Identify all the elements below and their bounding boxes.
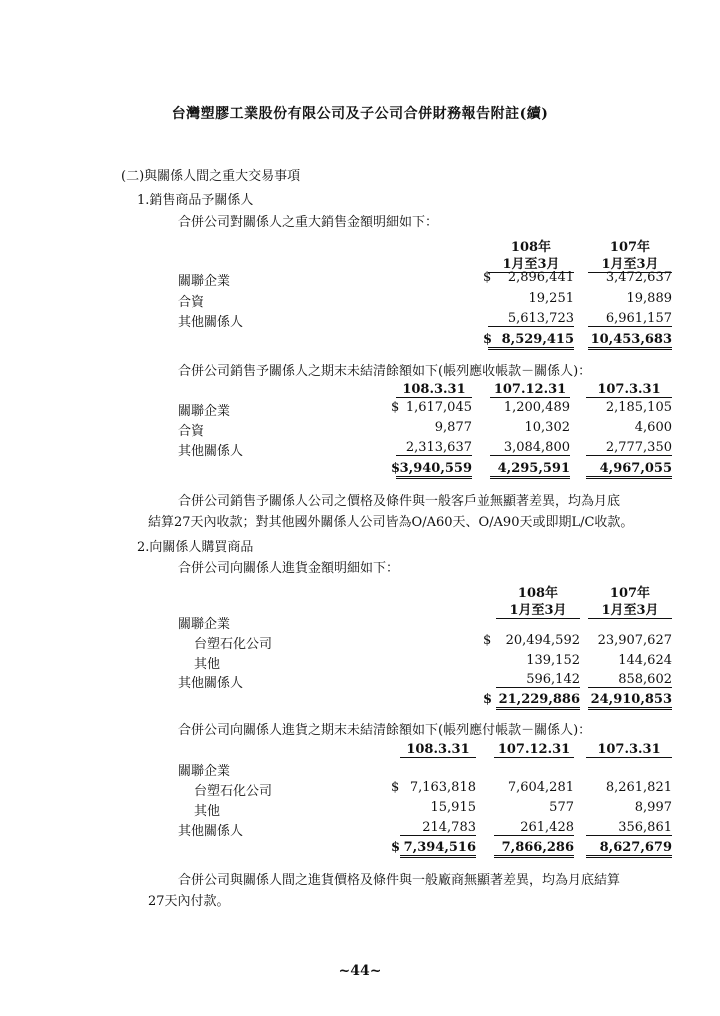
table-row-label: 其他關係人	[178, 315, 244, 330]
total-cell: 4,967,055	[586, 461, 672, 479]
currency-sign: $	[391, 400, 400, 415]
table-cell: 3,472,637	[605, 270, 672, 285]
table-cell: 6,961,157	[588, 311, 672, 327]
sub2-bal-col: 107.3.31	[586, 742, 672, 758]
currency-sign: $	[391, 780, 400, 795]
currency-sign: $	[483, 633, 492, 648]
sub1-intro: 合併公司對關係人之重大銷售金額明細如下：	[178, 215, 439, 230]
table-cell: 2,185,105	[605, 400, 672, 415]
table-cell: 5,613,723	[488, 311, 574, 327]
table-cell: 9,877	[434, 420, 472, 435]
table-row-label: 其他關係人	[178, 824, 244, 839]
sub1-col-period2: 1月至3月	[588, 253, 672, 273]
table-cell: 261,428	[494, 820, 574, 836]
sub2-bal-col: 108.3.31	[400, 742, 476, 758]
table-cell: 8,261,821	[605, 780, 672, 795]
table-cell: 214,783	[400, 820, 476, 836]
table-row-label: 其他	[194, 657, 221, 672]
sub2-bal-col: 107.12.31	[494, 742, 574, 758]
total-cell: 3,940,559	[396, 461, 472, 479]
table-cell: 2,896,441	[507, 270, 574, 285]
table-cell: 2,313,637	[396, 440, 472, 456]
section-heading: (二)與關係人間之重大交易事項	[121, 169, 301, 184]
group-label: 關聯企業	[178, 764, 231, 779]
sub2-col-period2: 1月至3月	[588, 599, 672, 619]
sub1-bal-col: 107.3.31	[586, 382, 672, 398]
total-cell: 8,627,679	[586, 840, 672, 858]
table-cell: 4,600	[634, 420, 672, 435]
table-cell: 1,200,489	[503, 400, 570, 415]
total-cell: 10,453,683	[588, 332, 672, 350]
currency-sign: $	[391, 461, 401, 476]
table-row-label: 關聯企業	[178, 404, 231, 419]
table-cell: 858,602	[588, 672, 672, 688]
table-cell: 10,302	[524, 420, 570, 435]
table-cell: 144,624	[618, 653, 672, 668]
sub1-balance-intro: 合併公司銷售予關係人之期末未結清餘額如下(帳列應收帳款－關係人)：	[178, 364, 592, 379]
table-row-label: 合資	[178, 424, 205, 439]
table-cell: 23,907,627	[597, 633, 672, 648]
table-cell: 7,604,281	[507, 780, 574, 795]
total-cell: 4,295,591	[490, 461, 570, 479]
sub2-col-year1: 108年	[517, 586, 559, 601]
currency-sign: $	[391, 840, 401, 855]
sub2-heading: 2.向關係人購買商品	[137, 540, 254, 555]
total-cell: 24,910,853	[588, 692, 672, 710]
sub2-intro: 合併公司向關係人進貨金額明細如下：	[178, 561, 400, 576]
sub1-col-year2: 107年	[609, 240, 651, 255]
table-cell: 19,889	[626, 291, 672, 306]
table-row-label: 其他關係人	[178, 444, 244, 459]
table-row-label: 合資	[178, 295, 205, 310]
sub1-bal-col: 107.12.31	[490, 382, 570, 398]
currency-sign: $	[483, 332, 493, 347]
sub1-col-period1: 1月至3月	[488, 253, 574, 273]
currency-sign: $	[483, 270, 492, 285]
sub1-paragraph-line2: 結算27天內收款；對其他國外關係人公司皆為O/A60天、O/A90天或即期L/C收款。	[148, 515, 634, 530]
sub1-paragraph-line1: 合併公司銷售予關係人公司之價格及條件與一般客戶並無顯著差異，均為月底	[178, 494, 621, 509]
sub2-paragraph-line1: 合併公司與關係人間之進貨價格及條件與一般廠商無顯著差異，均為月底結算	[178, 873, 621, 888]
currency-sign: $	[483, 692, 493, 707]
table-cell: 7,163,818	[409, 780, 476, 795]
sub2-col-period1: 1月至3月	[496, 599, 580, 619]
table-cell: 139,152	[526, 653, 580, 668]
table-cell: 2,777,350	[586, 440, 672, 456]
sub1-col-year1: 108年	[510, 240, 552, 255]
group-label: 關聯企業	[178, 617, 231, 632]
table-cell: 20,494,592	[505, 633, 580, 648]
page-number: ~44~	[338, 963, 382, 979]
total-cell: 8,529,415	[488, 332, 574, 350]
table-cell: 1,617,045	[405, 400, 472, 415]
table-row-label: 其他關係人	[178, 676, 244, 691]
sub2-paragraph-line2: 27天內付款。	[148, 894, 230, 909]
table-cell: 15,915	[430, 800, 476, 815]
total-cell: 7,394,516	[400, 840, 476, 858]
sub1-bal-col: 108.3.31	[396, 382, 472, 398]
table-cell: 596,142	[496, 672, 580, 688]
table-row-label: 台塑石化公司	[194, 637, 273, 652]
page-title: 台灣塑膠工業股份有限公司及子公司合併財務報告附註(續)	[171, 106, 549, 122]
table-cell: 19,251	[528, 291, 574, 306]
table-row-label: 台塑石化公司	[194, 784, 273, 799]
table-cell: 577	[549, 800, 574, 815]
sub2-balance-intro: 合併公司向關係人進貨之期末未結清餘額如下(帳列應付帳款－關係人)：	[178, 723, 592, 738]
table-cell: 3,084,800	[490, 440, 570, 456]
table-cell: 8,997	[634, 800, 672, 815]
sub1-heading: 1.銷售商品予關係人	[137, 193, 254, 208]
table-row-label: 其他	[194, 804, 221, 819]
table-row-label: 關聯企業	[178, 274, 231, 289]
table-cell: 356,861	[586, 820, 672, 836]
total-cell: 21,229,886	[496, 692, 580, 710]
sub2-col-year2: 107年	[609, 586, 651, 601]
total-cell: 7,866,286	[494, 840, 574, 858]
